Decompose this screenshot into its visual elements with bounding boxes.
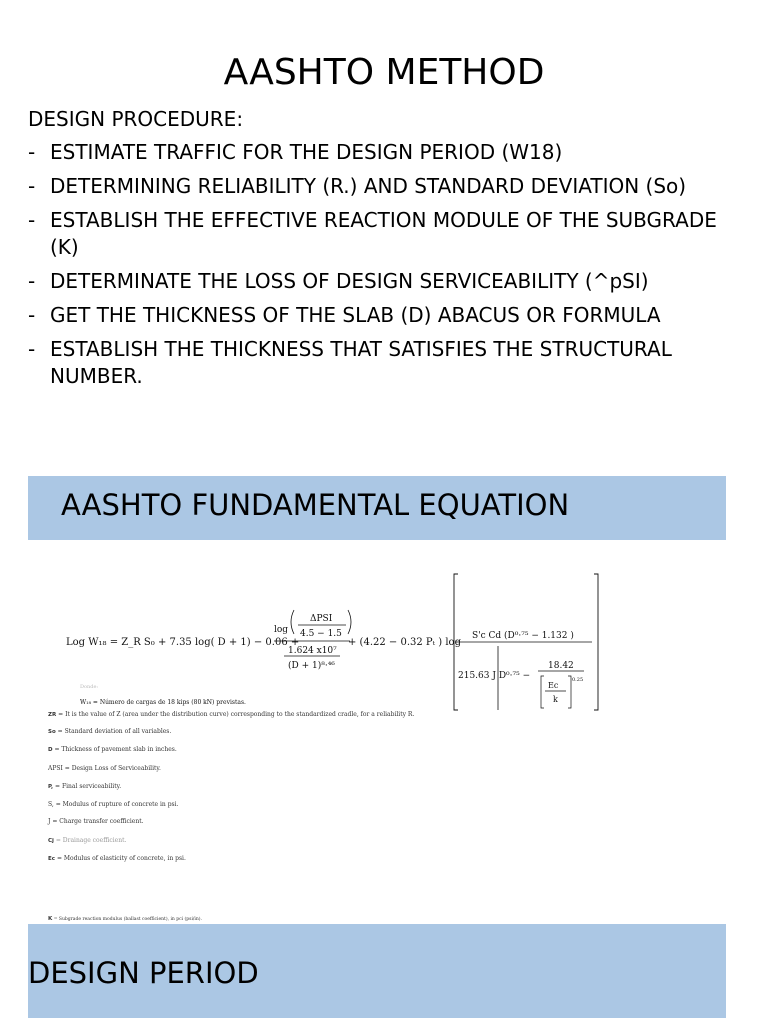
section-heading: AASHTO FUNDAMENTAL EQUATION: [61, 488, 570, 522]
list-item: - ESTIMATE TRAFFIC FOR THE DESIGN PERIOD (W18): [28, 140, 563, 164]
delta-psi: ΔPSI: [310, 614, 333, 624]
rhs-denominator: 215.63 J D⁰·⁷⁵ −: [458, 671, 531, 681]
procedure-heading: DESIGN PROCEDURE:: [28, 107, 244, 131]
definition-row: APSI = Design Loss of Serviceability.: [48, 765, 161, 772]
section-header-equation: [28, 476, 726, 540]
definition-row: ZR = It is the value of Z (area under the distribution curve) corresponding to the standardized cradle, for a reliability R.: [48, 711, 415, 718]
equation-lhs: Log W₁₈ = Z_R S₀ + 7.35 log( D + 1) − 0.06 +: [66, 637, 300, 648]
donde-label: Donde:: [80, 684, 99, 690]
w18-definition: W₁₈ = Número de cargas de 18 kips (80 kN) previstas.: [80, 699, 246, 706]
list-item: - DETERMINING RELIABILITY (R.) AND STANDARD DEVIATION (So): [28, 174, 687, 198]
definition-row: D = Thickness of pavement slab in inches.: [48, 746, 177, 753]
list-item: - ESTABLISH THE THICKNESS THAT SATISFIES THE STRUCTURAL NUMBER.: [28, 337, 672, 388]
ec-denominator: k: [553, 695, 558, 704]
rhs-fraction-numerator: 18.42: [548, 661, 574, 671]
definition-row: S, = Modulus of rupture of concrete in psi.: [48, 801, 179, 808]
definition-row: J = Charge transfer coefficient.: [48, 818, 144, 825]
list-item: - ESTABLISH THE EFFECTIVE REACTION MODULE OF THE SUBGRADE (K): [28, 208, 717, 259]
design-procedure: [28, 106, 748, 397]
aashto-equation: [50, 570, 610, 715]
psi-denominator: 4.5 − 1.5: [300, 629, 342, 639]
list-item: - DETERMINATE THE LOSS OF DESIGN SERVICEABILITY (^pSI): [28, 269, 649, 293]
definition-row: Ec = Modulus of elasticity of concrete, in psi.: [48, 855, 186, 862]
log-label: log: [274, 625, 289, 635]
exponent: 0.25: [572, 677, 584, 683]
equation-mid: + (4.22 − 0.32 Pₜ ) log: [348, 637, 461, 648]
definition-row: K = Subgrade reaction modulus (ballast coefficient), in pci (psi/in).: [48, 916, 202, 922]
section-heading: DESIGN PERIOD: [28, 956, 259, 990]
section-header-design-period: [28, 924, 726, 1018]
fraction-denominator: (D + 1)⁸·⁴⁶: [288, 661, 335, 671]
rhs-numerator: S'c Cd (D⁰·⁷⁵ − 1.132 ): [472, 631, 574, 641]
definition-row: Cj = Drainage coefficient.: [48, 837, 127, 844]
definition-row: P, = Final serviceability.: [48, 783, 122, 790]
fraction-numerator: 1.624 x10⁷: [288, 646, 337, 656]
page-title: AASHTO METHOD: [223, 52, 545, 93]
ec-numerator: Ec: [548, 681, 559, 690]
definition-row: So = Standard deviation of all variables.: [48, 728, 172, 735]
list-item: - GET THE THICKNESS OF THE SLAB (D) ABACUS OR FORMULA: [28, 303, 661, 327]
